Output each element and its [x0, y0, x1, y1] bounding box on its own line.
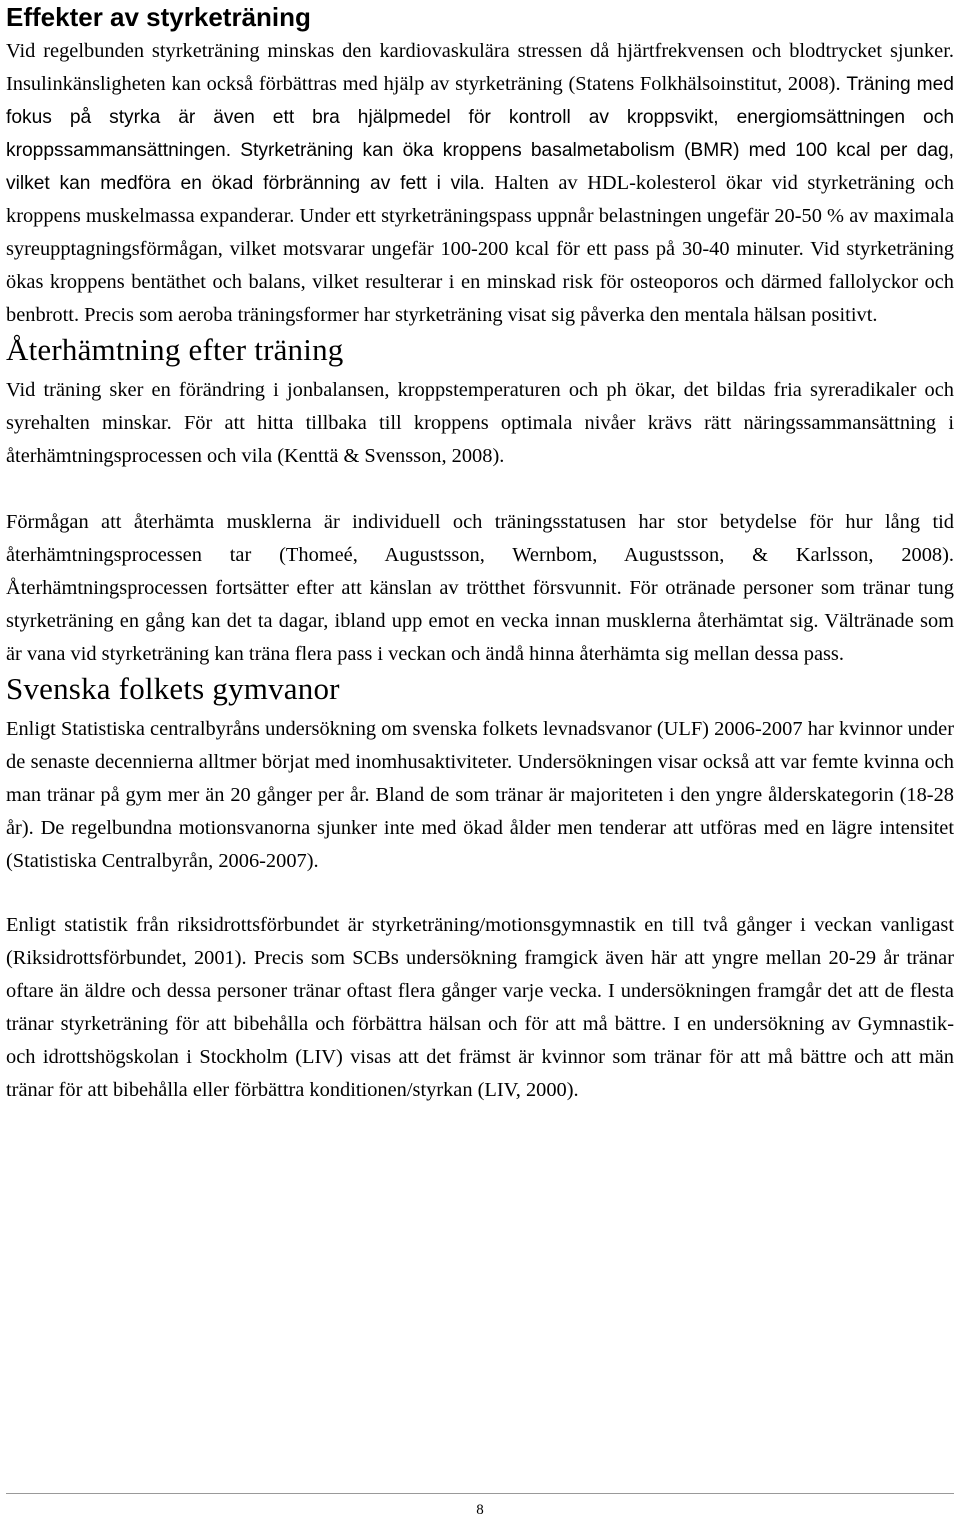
section-heading-gymvanor: Svenska folkets gymvanor	[6, 671, 340, 706]
paragraph-gymvanor-2: Enligt statistik från riksidrottsförbundet är styrketräning/motionsgymnastik en till två gånger i veckan vanligast (Riksidrottsförbundet, 2001). Precis som SCBs undersökning framgick även här att yngre mellan 20-29 år tränar oftare än äldre och dessa personer tränar oftast flera gånger varje vecka. I undersökningen framgår det att de flesta tränar styrketräning för att bibehålla och förbättra hälsan och för att må bättre. I en undersökning av Gymnastik- och idrottshögskolan i Stockholm (LIV) visas att det främst är kvinnor som tränar för att må bättre och att män tränar för att bibehålla eller förbättra konditionen/styrkan (LIV, 2000).	[6, 914, 954, 1101]
section-heading-aterhamtning: Återhämtning efter träning	[6, 332, 344, 367]
text-run-sans: Träning med fokus på styrka är även ett bra hjälpmedel för kontroll av kroppsvikt, energiomsättningen och kroppssammansättningen. Styrketräning kan öka kroppens basalmetabolism (BMR) med 100 kcal per dag, vilket kan medföra en ökad förbränning av fett i vila.	[6, 74, 954, 194]
footer-divider	[6, 1493, 954, 1494]
paragraph-aterhamtning-1: Vid träning sker en förändring i jonbalansen, kroppstemperaturen och ph ökar, det bildas fria syreradikaler och syrehalten minskar. För att hitta tillbaka till kroppens optimala nivåer krävs rätt näringssammansättning i återhämtningsprocessen och vila (Kenttä & Svensson, 2008).	[6, 379, 954, 467]
section-heading-effekter: Effekter av styrketräning	[6, 2, 311, 32]
text-run: Vid regelbunden styrketräning minskas den kardiovaskulära stressen då hjärtfrekvensen och blodtrycket sjunker. Insulinkänsligheten kan också förbättras med hjälp av styrketräning (Statens Folkhälsoinstitut, 2008).	[6, 40, 954, 95]
paragraph-gymvanor-1: Enligt Statistiska centralbyråns undersökning om svenska folkets levnadsvanor (ULF) 2006-2007 har kvinnor under de senaste decennierna alltmer börjat med inomhusaktiviteter. Undersökningen visar också att var femte kvinna och man tränar på gym mer än 20 gånger per år. Bland de som tränar är majoriteten i den yngre ålderskategorin (18-28 år). De regelbundna motionsvanorna sjunker inte med ökad ålder men tenderar att utföras med en lägre intensitet (Statistiska Centralbyrån, 2006-2007).	[6, 718, 954, 872]
text-run: Halten av HDL-kolesterol ökar vid styrketräning och kroppens muskelmassa expanderar. Under ett styrketräningspass uppnår belastningen ungefär 20-50 % av maximala syreupptagningsförmågan, vilket motsvarar ungefär 100-200 kcal för ett pass på 30-40 minuter. Vid styrketräning ökas kroppens bentäthet och balans, vilket resulterar i en minskad risk för osteoporos och därmed fallolyckor och benbrott. Precis som aeroba träningsformer har styrketräning visat sig påverka den mentala hälsan positivt.	[6, 172, 954, 326]
paragraph-aterhamtning-2: Förmågan att återhämta musklerna är individuell och träningsstatusen har stor betydelse för hur lång tid återhämtningsprocessen tar (Thomeé, Augustsson, Wernbom, Augustsson, & Karlsson, 2008). Återhämtningsprocessen fortsätter efter att känslan av trötthet försvunnit. För otränade personer som tränar tung styrketräning en gång kan det ta dagar, ibland upp emot en vecka innan musklerna återhämtat sig. Vältränade som är vana vid styrketräning kan träna flera pass i veckan och ändå hinna återhämta sig mellan dessa pass.	[6, 511, 954, 665]
document-page	[6, 0, 954, 1107]
page-number: 8	[476, 1502, 484, 1518]
paragraph-effekter	[6, 35, 954, 332]
